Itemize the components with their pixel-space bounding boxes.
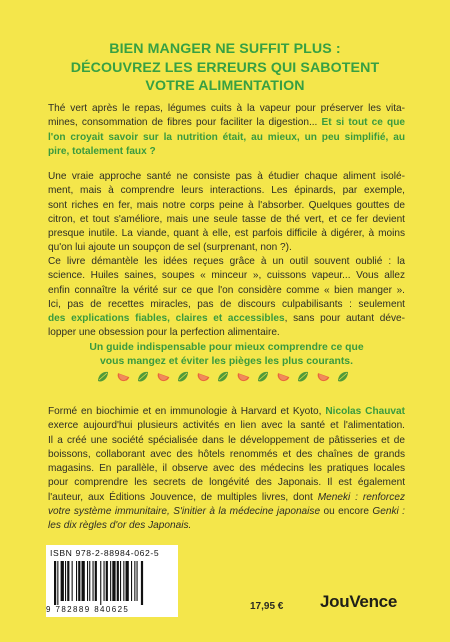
barcode-bar	[61, 561, 64, 601]
text-line: science. Huiles saines, soupes « minceur », cuissons vapeur... Vous allez	[48, 270, 405, 282]
barcode-bar	[106, 561, 108, 601]
text-line	[48, 505, 405, 519]
text-span: l'auteur, aux Éditions Jouvence, de multiples livres, dont	[48, 491, 318, 503]
text-line: Ce livre démantèle les idées reçues grâce à un outil souvent oublié : la	[48, 256, 405, 267]
text-line: Une vraie approche santé ne consiste pas à étudier chaque aliment isolé-	[48, 171, 405, 182]
leaf-icon	[298, 372, 308, 382]
fruit-slice-icon	[156, 373, 169, 383]
text-line: lopper une obsession pour la perfection alimentaire.	[48, 327, 280, 339]
book-title: Meneki : renforcez	[317, 491, 405, 503]
tagline-line: vous mangez et éviter les pièges les plus courants.	[100, 356, 353, 368]
highlight-text: des explications fiables, claires et accessibles	[48, 313, 285, 325]
fruit-slice-icon	[116, 373, 129, 383]
fruit-slice-icon	[316, 373, 329, 383]
approach-paragraph	[48, 170, 405, 256]
leaf-icon	[98, 372, 108, 382]
highlight-text: pire, totalement faux ?	[48, 145, 156, 157]
text-line: qu'on lui ajoute un soupçon de sel (surprenant, non ?).	[48, 242, 292, 254]
barcode-bar	[100, 561, 101, 605]
text-span: mines, consommation de fibres pour faciliter la digestion...	[48, 117, 322, 129]
text-span: , sans pour autant déve-	[284, 313, 406, 325]
tagline-line: Un guide indispensable pour mieux comprendre ce que	[89, 342, 364, 353]
leaf-icon	[178, 372, 188, 382]
price: 17,95 €	[250, 601, 284, 612]
text-line	[48, 312, 405, 326]
text-line: presque inutile. La viande, quant à elle, est parfois difficile à digérer, à moins	[48, 228, 405, 240]
barcode-bar	[141, 561, 143, 605]
author-name: Nicolas Chauvat	[325, 406, 405, 417]
barcode-bar	[104, 561, 105, 601]
text-line: Thé vert après le repas, légumes cuits à la vapeur pour préserver les vita-	[48, 103, 405, 114]
text-line: ment, mais à comprendre leurs interactions. Les épinards, par exemple,	[48, 185, 405, 197]
text-line	[48, 405, 405, 419]
text-line: Ici, pas de recettes miracles, pas de discours culpabilisants : seulement	[48, 298, 405, 310]
leaf-icon	[138, 372, 148, 382]
barcode	[46, 545, 178, 617]
headline-line: VOTRE ALIMENTATION	[145, 78, 305, 94]
barcode-bars	[52, 561, 172, 605]
book-title: les dix règles d'or des Japonais.	[48, 520, 192, 532]
barcode-bar	[82, 561, 85, 601]
barcode-bar	[131, 561, 132, 601]
fruit-slice-icon	[276, 373, 289, 383]
barcode-bar	[65, 561, 66, 601]
barcode-bar	[67, 561, 69, 601]
leaf-icon	[258, 372, 268, 382]
book-title: votre système immunitaire, S'initier à la médecine japonaise	[48, 506, 321, 518]
barcode-bar	[126, 561, 129, 601]
barcode-bar	[120, 561, 121, 601]
barcode-bar	[72, 561, 73, 601]
barcode-bar	[57, 561, 58, 605]
barcode-bar	[93, 561, 94, 601]
barcode-bar	[78, 561, 80, 601]
book-title: Genki :	[372, 506, 405, 518]
text-line	[48, 491, 405, 505]
highlight-text: l'on croyait savoir sur la nutrition était, au mieux, un peu simplifié, au	[48, 131, 405, 143]
highlight-text: Et si tout ce que	[321, 117, 405, 129]
decorative-divider	[96, 370, 356, 384]
barcode-bar	[95, 561, 97, 601]
barcode-digits: 9 782889 840625	[46, 605, 130, 614]
barcode-bar	[110, 561, 111, 601]
barcode-bar	[54, 561, 56, 605]
tagline	[48, 341, 405, 370]
intro-paragraph	[48, 102, 405, 159]
fruit-slice-icon	[196, 373, 209, 383]
isbn-text: ISBN 978-2-88984-062-5	[50, 548, 160, 558]
barcode-bar	[112, 561, 115, 601]
headline-line: DÉCOUVREZ LES ERREURS QUI SABOTENT	[70, 59, 380, 76]
barcode-bar	[123, 561, 124, 601]
text-line: Il a créé une société spécialisée dans le développement de pâtisseries et de	[48, 434, 405, 446]
barcode-bar	[76, 561, 77, 601]
author-bio	[48, 405, 405, 534]
headline-line: BIEN MANGER NE SUFFIT PLUS :	[109, 41, 341, 57]
text-line: sont riches en fer, mais notre corps peine à l'absorber. Quelques gouttes de	[48, 199, 405, 211]
text-line: exerce aujourd'hui plusieurs activités en lien avec la santé et l'alimentation.	[48, 420, 405, 432]
text-line: pour comprendre les secrets de longévité des Japonais. Il est également	[48, 477, 405, 489]
science-paragraph	[48, 255, 405, 341]
fruit-slice-icon	[236, 373, 249, 383]
text-line	[48, 116, 405, 130]
leaf-icon	[218, 372, 228, 382]
leaf-icon	[338, 372, 348, 382]
barcode-bar	[134, 561, 135, 601]
barcode-bar	[89, 561, 90, 601]
text-span: ou encore	[320, 506, 373, 518]
barcode-bar	[137, 561, 138, 601]
barcode-bar	[117, 561, 119, 601]
publisher-logo: JouVence	[320, 592, 397, 611]
barcode-bar	[87, 561, 88, 601]
text-line: boissons, collaborant avec des hôtels renommés et des chaînes de grands	[48, 448, 405, 460]
text-line: magasins. En parallèle, il observe avec des médecins les pratiques locales	[48, 463, 405, 475]
headline	[40, 40, 410, 96]
text-line: enfin connaître la vérité sur ce que l'on considère comme « bien manger ».	[48, 284, 405, 296]
text-line: citron, et tout s'améliore, mais une seule tasse de thé vert, et ce fer devient	[48, 213, 405, 225]
text-span: Formé en biochimie et en immunologie à Harvard et Kyoto,	[48, 406, 326, 417]
